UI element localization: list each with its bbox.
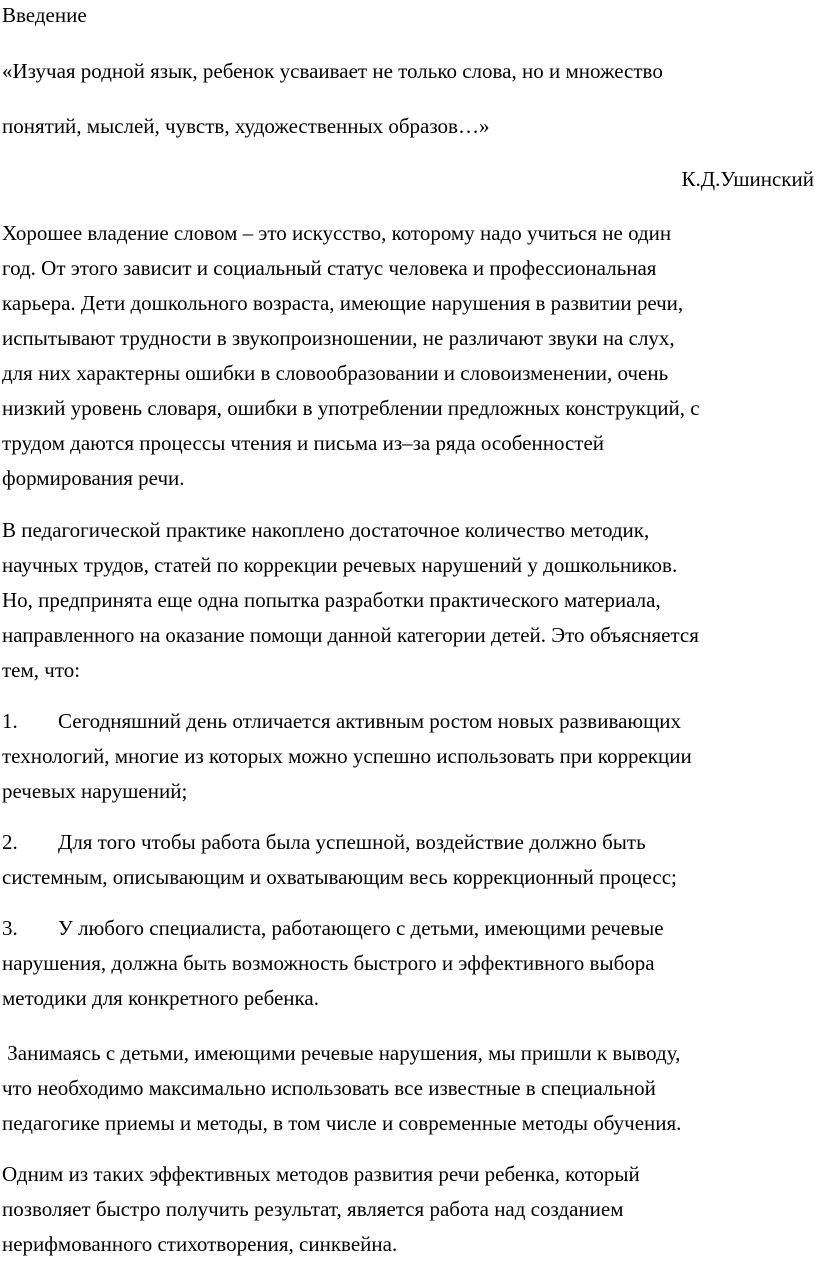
list-item-first-line xyxy=(2,830,646,855)
text-line: У любого специалиста, работающего с детьми, имеющими речевые xyxy=(58,916,664,940)
text-line: технологий, многие из которых можно успешно использовать при коррекции xyxy=(2,744,692,768)
text-line: Хорошее владение словом – это искусство, которому надо учиться не один xyxy=(2,221,672,245)
text-line: Сегодняшний день отличается активным ростом новых развивающих xyxy=(58,709,682,733)
text-line: что необходимо максимально использовать все известные в специальной xyxy=(2,1076,656,1100)
text-line: позволяет быстро получить результат, является работа над созданием xyxy=(2,1197,624,1221)
text-line: Одним из таких эффективных методов развития речи ребенка, который xyxy=(2,1162,640,1186)
epigraph-line: «Изучая родной язык, ребенок усваивает не только слова, но и множество xyxy=(2,59,663,83)
text-line: испытывают трудности в звукопроизношении, не различают звуки на слух, xyxy=(2,326,675,350)
epigraph-line: понятий, мыслей, чувств, художественных образов…» xyxy=(2,114,490,138)
text-line: направленного на оказание помощи данной категории детей. Это объясняется xyxy=(2,623,699,647)
text-line: педагогике приемы и методы, в том числе и современные методы обучения. xyxy=(2,1111,682,1135)
text-line: Но, предпринята еще одна попытка разработки практического материала, xyxy=(2,588,661,612)
list-number: 1. xyxy=(2,709,18,733)
text-line: нерифмованного стихотворения, синквейна. xyxy=(2,1232,398,1256)
epigraph-author: К.Д.Ушинский xyxy=(681,167,814,191)
list-item-first-line xyxy=(2,709,681,734)
text-line: нарушения, должна быть возможность быстрого и эффективного выбора xyxy=(2,951,655,975)
text-line: Для того чтобы работа была успешной, воздействие должно быть xyxy=(58,830,646,854)
text-line: карьера. Дети дошкольного возраста, имеющие нарушения в развитии речи, xyxy=(2,291,684,315)
list-item-first-line xyxy=(2,916,664,941)
text-line: системным, описывающим и охватывающим весь коррекционный процесс; xyxy=(2,865,677,889)
text-line: речевых нарушений; xyxy=(2,779,188,803)
list-number: 3. xyxy=(2,916,18,940)
text-line: низкий уровень словаря, ошибки в употреблении предложных конструкций, с xyxy=(2,396,700,420)
list-number: 2. xyxy=(2,830,18,854)
text-line: трудом даются процессы чтения и письма из–за ряда особенностей xyxy=(2,431,605,455)
text-line: для них характерны ошибки в словообразовании и словоизменении, очень xyxy=(2,361,669,385)
text-line: Занимаясь с детьми, имеющими речевые нарушения, мы пришли к выводу, xyxy=(2,1041,681,1065)
text-line: год. От этого зависит и социальный статус человека и профессиональная xyxy=(2,256,657,280)
text-line: формирования речи. xyxy=(2,466,185,490)
text-line: В педагогической практике накоплено достаточное количество методик, xyxy=(2,518,650,542)
text-line: научных трудов, статей по коррекции речевых нарушений у дошкольников. xyxy=(2,553,678,577)
text-line: методики для конкретного ребенка. xyxy=(2,986,319,1010)
text-line: тем, что: xyxy=(2,658,81,682)
page-title: Введение xyxy=(2,3,87,27)
